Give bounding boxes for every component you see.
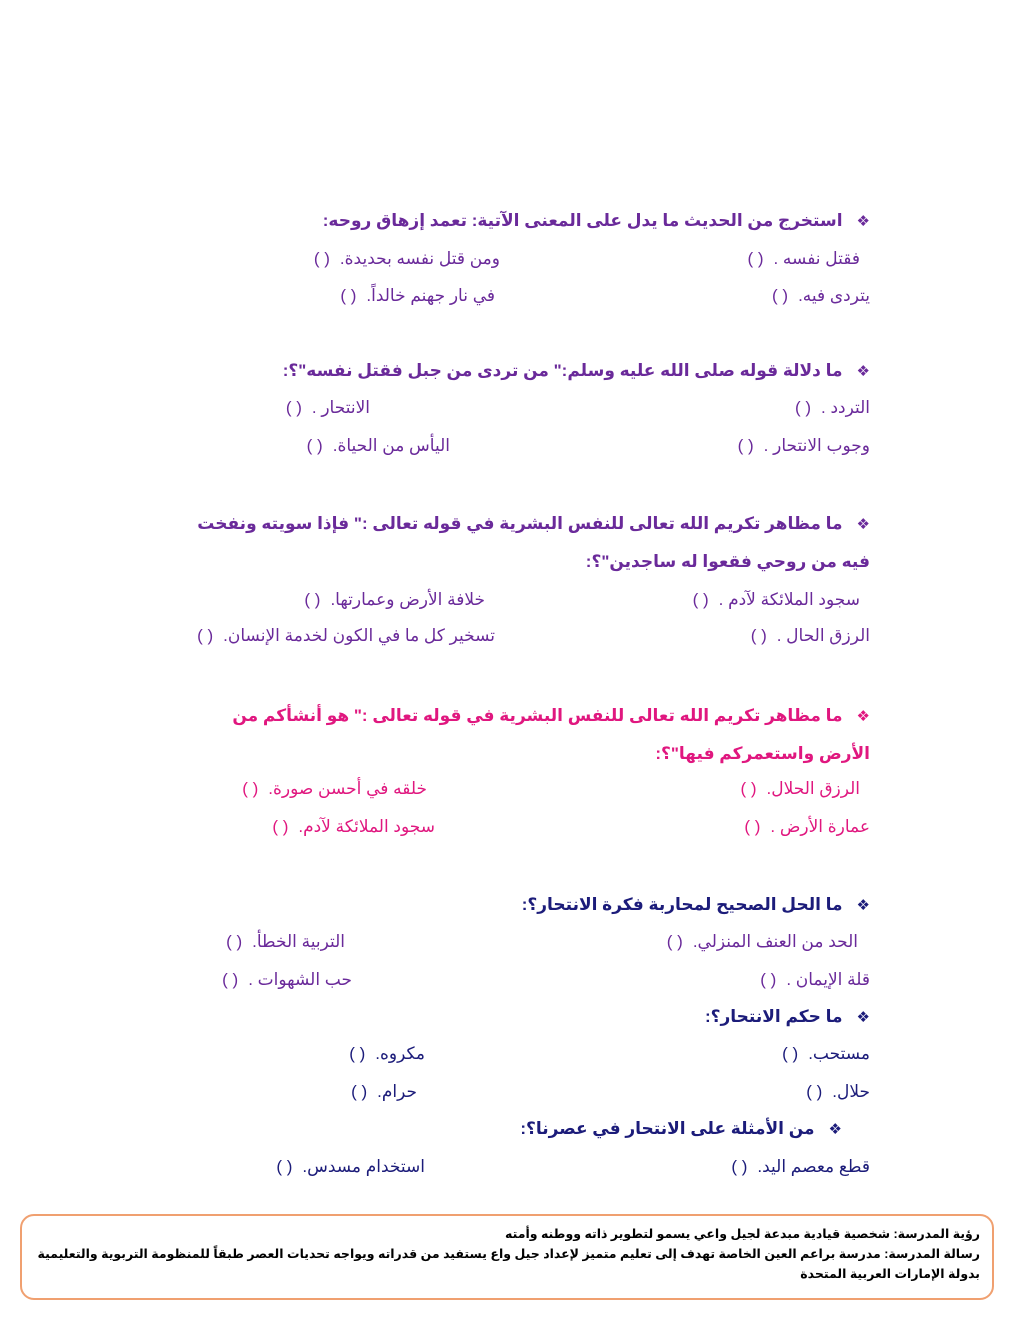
option-3-3[interactable]: الرزق الحال .( )	[750, 626, 870, 645]
diamond-bullet-icon: ❖	[856, 897, 870, 914]
option-7-1[interactable]: قطع معصم اليد.( )	[731, 1157, 870, 1176]
question-text: ما دلالة قوله صلى الله عليه وسلم:" من تردى من جبل فقتل نفسه"؟:	[282, 361, 843, 380]
diamond-bullet-icon: ❖	[856, 708, 870, 725]
option-6-1[interactable]: مستحب.( )	[782, 1044, 870, 1063]
option-1-2[interactable]: ومن قتل نفسه بحديدة.( )	[313, 249, 500, 268]
diamond-bullet-icon: ❖	[828, 1121, 842, 1138]
option-6-2[interactable]: مكروه.( )	[349, 1044, 425, 1063]
option-6-3[interactable]: حلال.( )	[806, 1082, 870, 1101]
option-5-4[interactable]: حب الشهوات .( )	[222, 970, 352, 989]
question-text: ما مظاهر تكريم الله تعالى للنفس البشرية في قوله تعالى :" فإذا سويته ونفخت فيه من روحي فقعوا له ساجدين"؟:	[197, 514, 870, 571]
option-3-1[interactable]: سجود الملائكة لآدم .( )	[692, 590, 860, 609]
option-5-1[interactable]: الحد من العنف المنزلي.( )	[666, 932, 858, 951]
option-5-2[interactable]: التربية الخطأ.( )	[226, 932, 345, 951]
option-2-3[interactable]: وجوب الانتحار .( )	[737, 436, 870, 455]
question-7	[152, 1110, 842, 1148]
option-3-4[interactable]: تسخير كل ما في الكون لخدمة الإنسان.( )	[197, 626, 495, 645]
option-6-4[interactable]: حرام.( )	[351, 1082, 417, 1101]
question-6	[180, 998, 870, 1036]
question-1	[180, 202, 870, 240]
question-4	[180, 697, 870, 772]
question-3	[180, 505, 870, 580]
option-7-2[interactable]: استخدام مسدس.( )	[276, 1157, 425, 1176]
option-1-1[interactable]: فقتل نفسه .( )	[747, 249, 860, 268]
option-1-3[interactable]: يتردى فيه.( )	[772, 286, 870, 305]
diamond-bullet-icon: ❖	[856, 213, 870, 230]
option-4-2[interactable]: خلقه في أحسن صورة.( )	[242, 779, 427, 798]
diamond-bullet-icon: ❖	[856, 1009, 870, 1026]
option-2-4[interactable]: اليأس من الحياة.( )	[306, 436, 450, 455]
school-vision-mission-box	[20, 1214, 994, 1300]
option-3-2[interactable]: خلافة الأرض وعمارتها.( )	[304, 590, 485, 609]
option-5-3[interactable]: قلة الإيمان .( )	[760, 970, 870, 989]
school-vision: رؤية المدرسة: شخصية قيادية مبدعة لجيل واعي يسمو لتطوير ذاته ووطنه وأمته	[505, 1227, 980, 1241]
school-mission-country: بدولة الإمارات العربية المتحدة	[800, 1267, 980, 1281]
question-5	[180, 886, 870, 924]
option-4-1[interactable]: الرزق الحلال.( )	[740, 779, 860, 798]
option-2-2[interactable]: الانتحار .( )	[285, 398, 370, 417]
option-4-3[interactable]: عمارة الأرض .( )	[744, 817, 870, 836]
option-4-4[interactable]: سجود الملائكة لآدم.( )	[272, 817, 435, 836]
question-2	[180, 352, 870, 390]
option-1-4[interactable]: في نار جهنم خالداً.( )	[340, 286, 495, 305]
question-text: ما مظاهر تكريم الله تعالى للنفس البشرية في قوله تعالى :" هو أنشأكم من الأرض واستعمركم فيها"؟:	[232, 706, 870, 763]
diamond-bullet-icon: ❖	[856, 516, 870, 533]
diamond-bullet-icon: ❖	[856, 363, 870, 380]
question-text: استخرج من الحديث ما يدل على المعنى الآتية: تعمد إزهاق روحه:	[322, 211, 843, 230]
question-text: ما حكم الانتحار؟:	[704, 1007, 843, 1026]
option-2-1[interactable]: التردد .( )	[794, 398, 870, 417]
question-text: من الأمثلة على الانتحار في عصرنا؟:	[520, 1119, 815, 1138]
question-text: ما الحل الصحيح لمحاربة فكرة الانتحار؟:	[521, 895, 843, 914]
school-mission: رسالة المدرسة: مدرسة براعم العين الخاصة تهدف إلى تعليم متميز لإعداد جيل واع يستفيد من قدراته ويواجه تحديات العصر طبقاً للمنظومة التربوية والتعليمية	[37, 1247, 980, 1261]
